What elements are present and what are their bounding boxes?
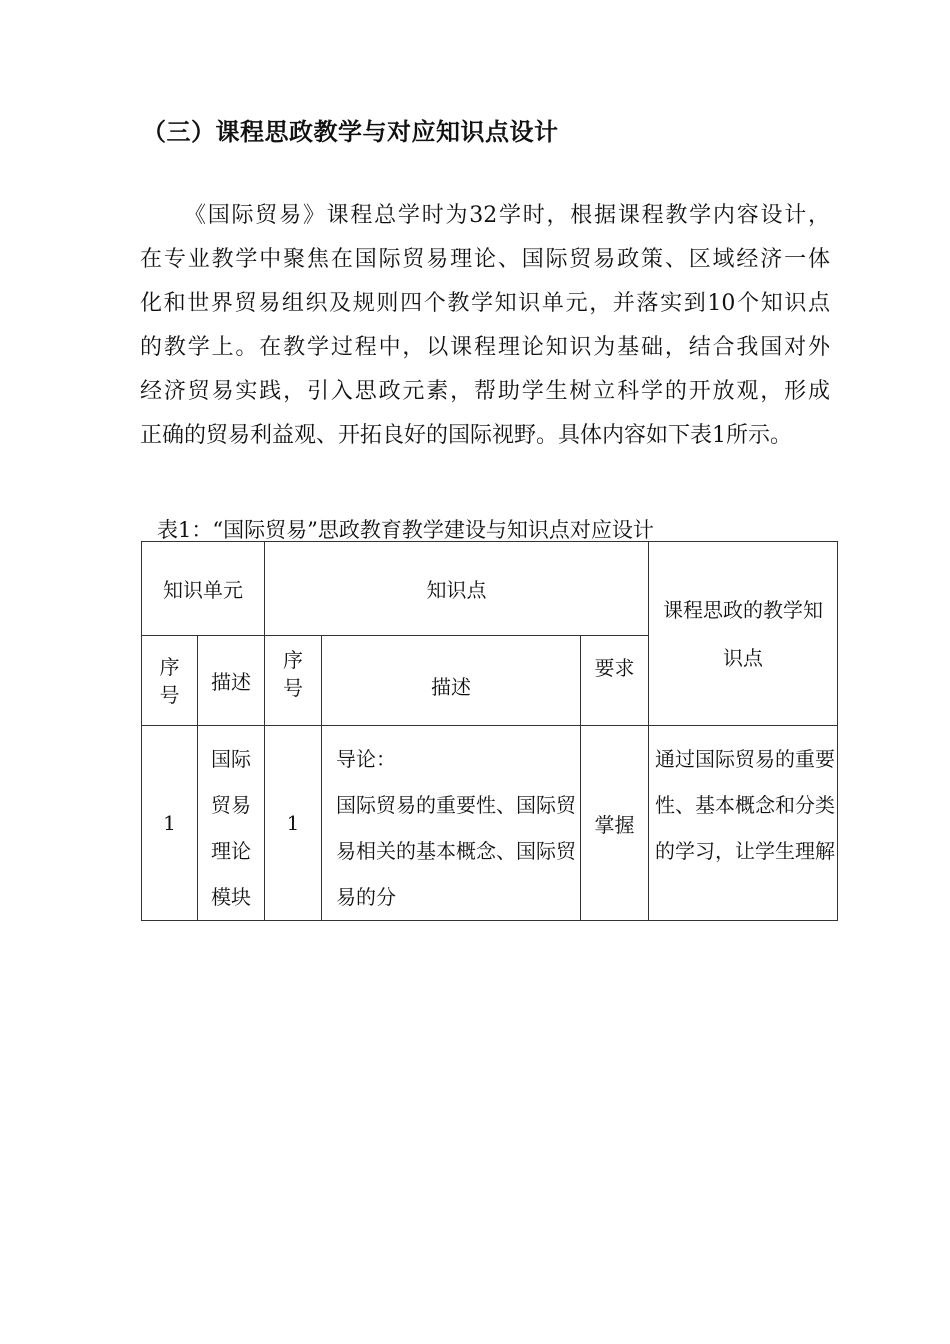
- paragraph-line: 经济贸易实践，引入思政元素，帮助学生树立科学的开放观，形成: [140, 379, 830, 404]
- point-title: 导论：: [336, 747, 396, 771]
- paragraph-line: 在专业教学中聚焦在国际贸易理论、国际贸易政策、区域经济一体: [140, 247, 830, 272]
- unit-no: 1: [142, 726, 198, 921]
- point-desc-cell: [322, 726, 581, 921]
- paragraph-line: 《国际贸易》课程总学时为32学时，根据课程教学内容设计，: [184, 203, 830, 228]
- point-desc: 国际贸易的重要性、国际贸易相关的基本概念、国际贸易的分: [336, 793, 576, 909]
- header-unit-desc: 描述: [198, 636, 265, 726]
- table-header-row: [142, 542, 838, 636]
- knowledge-point-table: [141, 541, 838, 921]
- paragraph-line: 化和世界贸易组织及规则四个教学知识单元，并落实到10个知识点: [140, 291, 830, 316]
- ideology-cell: [649, 726, 838, 921]
- paragraph-line: 的教学上。在教学过程中，以课程理论知识为基础，结合我国对外: [140, 335, 830, 360]
- point-no: 1: [265, 726, 322, 921]
- header-point-no-cell: [265, 636, 322, 726]
- header-unit-no: 序号: [159, 654, 180, 707]
- header-ideology-cell: [649, 542, 838, 726]
- unit-desc: 国际贸易理论模块: [211, 747, 251, 909]
- ideology-text: 通过国际贸易的重要性、基本概念和分类的学习，让学生理解: [655, 747, 836, 863]
- unit-desc-cell: [198, 726, 265, 921]
- table-caption: 表1：“国际贸易”思政教育教学建设与知识点对应设计: [157, 518, 654, 542]
- intro-paragraph: [140, 194, 830, 458]
- header-requirement: 要求: [581, 636, 649, 726]
- header-point-desc: 描述: [322, 636, 581, 726]
- header-point-no: 序号: [283, 648, 303, 700]
- header-knowledge-unit: 知识单元: [142, 542, 265, 636]
- section-heading: （三）课程思政教学与对应知识点设计: [142, 118, 559, 146]
- requirement: 掌握: [581, 726, 649, 921]
- table-row: [142, 726, 838, 921]
- header-ideology: 课程思政的教学知识点: [663, 597, 824, 670]
- paragraph-line: 正确的贸易利益观、开拓良好的国际视野。具体内容如下表1所示。: [140, 423, 792, 448]
- header-unit-no-cell: [142, 636, 198, 726]
- header-knowledge-point: 知识点: [265, 542, 649, 636]
